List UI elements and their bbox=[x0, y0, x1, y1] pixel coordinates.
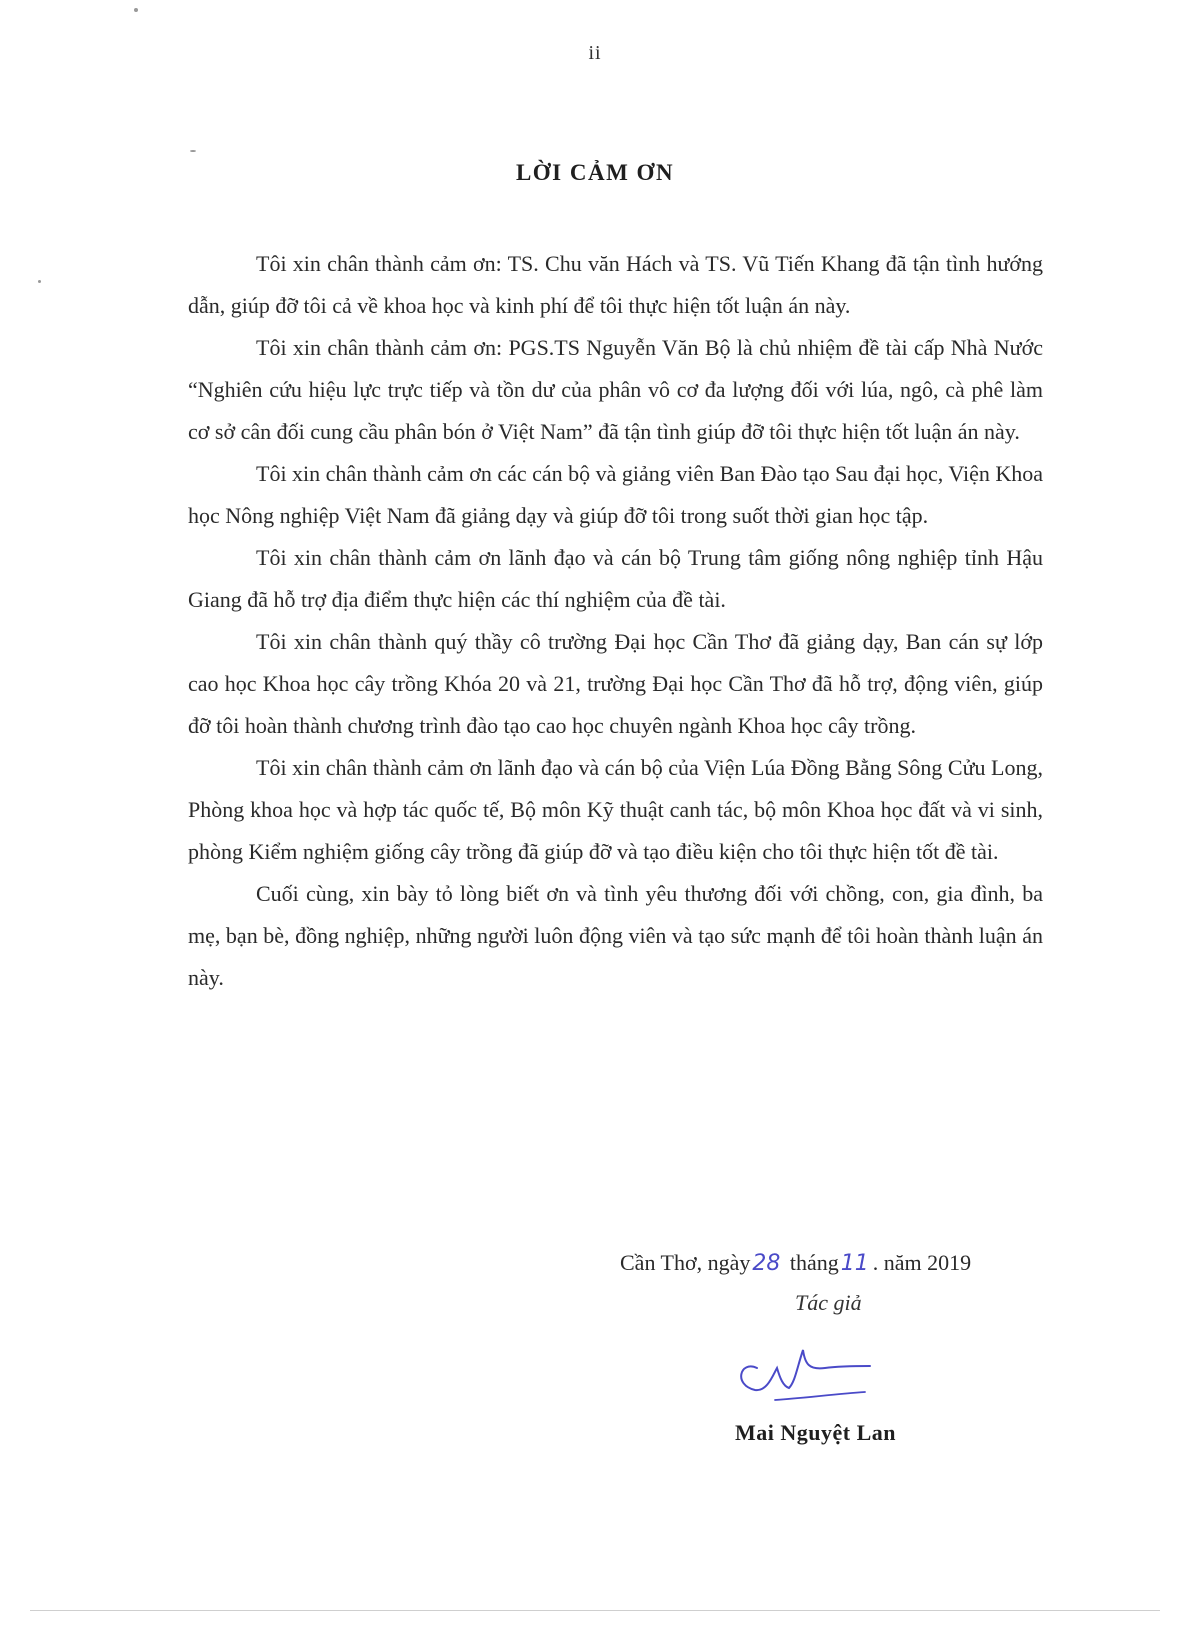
handwritten-month: 11 bbox=[840, 1251, 869, 1276]
paragraph: Cuối cùng, xin bày tỏ lòng biết ơn và tình yêu thương đối với chồng, con, gia đình, ba mẹ, bạn bè, đồng nghiệp, những người luôn động viên và tạo sức mạnh để tôi hoàn thành luận án này. bbox=[188, 881, 1043, 990]
paragraph: Tôi xin chân thành cảm ơn: PGS.TS Nguyễn Văn Bộ là chủ nhiệm đề tài cấp Nhà Nước “Nghiên cứu hiệu lực trực tiếp và tồn dư của phân vô cơ đa lượng đối với lúa, ngô, cà phê làm cơ sở cân đối cung cầu phân bón ở Việt Nam” đã tận tình giúp đỡ tôi thực hiện tốt luận án này. bbox=[188, 335, 1043, 444]
month-label: tháng bbox=[789, 1250, 839, 1275]
acknowledgement-body bbox=[188, 243, 1043, 999]
page-title: LỜI CẢM ƠN bbox=[515, 160, 675, 185]
scan-edge-line bbox=[30, 1610, 1160, 1611]
page-number: ii bbox=[588, 42, 602, 64]
paragraph: Tôi xin chân thành quý thầy cô trường Đại học Cần Thơ đã giảng dạy, Ban cán sự lớp cao học Khoa học cây trồng Khóa 20 và 21, trường Đại học Cần Thơ đã hỗ trợ, động viên, giúp đỡ tôi hoàn thành chương trình đào tạo cao học chuyên ngành Khoa học cây trồng. bbox=[188, 629, 1043, 738]
scan-speck bbox=[190, 150, 196, 152]
handwritten-day: 28 bbox=[752, 1251, 781, 1276]
signature-image bbox=[735, 1330, 895, 1410]
date-line bbox=[620, 1250, 971, 1276]
paragraph: Tôi xin chân thành cảm ơn lãnh đạo và cán bộ Trung tâm giống nông nghiệp tỉnh Hậu Giang đã hỗ trợ địa điểm thực hiện các thí nghiệm của đề tài. bbox=[188, 545, 1043, 612]
author-role: Tác giả bbox=[795, 1290, 862, 1315]
scan-speck bbox=[38, 280, 41, 283]
paragraph: Tôi xin chân thành cảm ơn các cán bộ và giảng viên Ban Đào tạo Sau đại học, Viện Khoa học Nông nghiệp Việt Nam đã giảng dạy và giúp đỡ tôi trong suốt thời gian học tập. bbox=[188, 461, 1043, 528]
year-text: . năm 2019 bbox=[872, 1250, 972, 1275]
date-place: Cần Thơ, ngày bbox=[620, 1250, 751, 1275]
paragraph: Tôi xin chân thành cảm ơn: TS. Chu văn Hách và TS. Vũ Tiến Khang đã tận tình hướng dẫn, giúp đỡ tôi cả về khoa học và kinh phí để tôi thực hiện tốt luận án này. bbox=[188, 251, 1043, 318]
scan-speck bbox=[134, 8, 138, 12]
paragraph: Tôi xin chân thành cảm ơn lãnh đạo và cán bộ của Viện Lúa Đồng Bằng Sông Cửu Long, Phòng khoa học và hợp tác quốc tế, Bộ môn Kỹ thuật canh tác, bộ môn Khoa học đất và vi sinh, phòng Kiểm nghiệm giống cây trồng đã giúp đỡ và tạo điều kiện cho tôi thực hiện tốt đề tài. bbox=[188, 755, 1043, 864]
author-name: Mai Nguyệt Lan bbox=[735, 1420, 896, 1445]
